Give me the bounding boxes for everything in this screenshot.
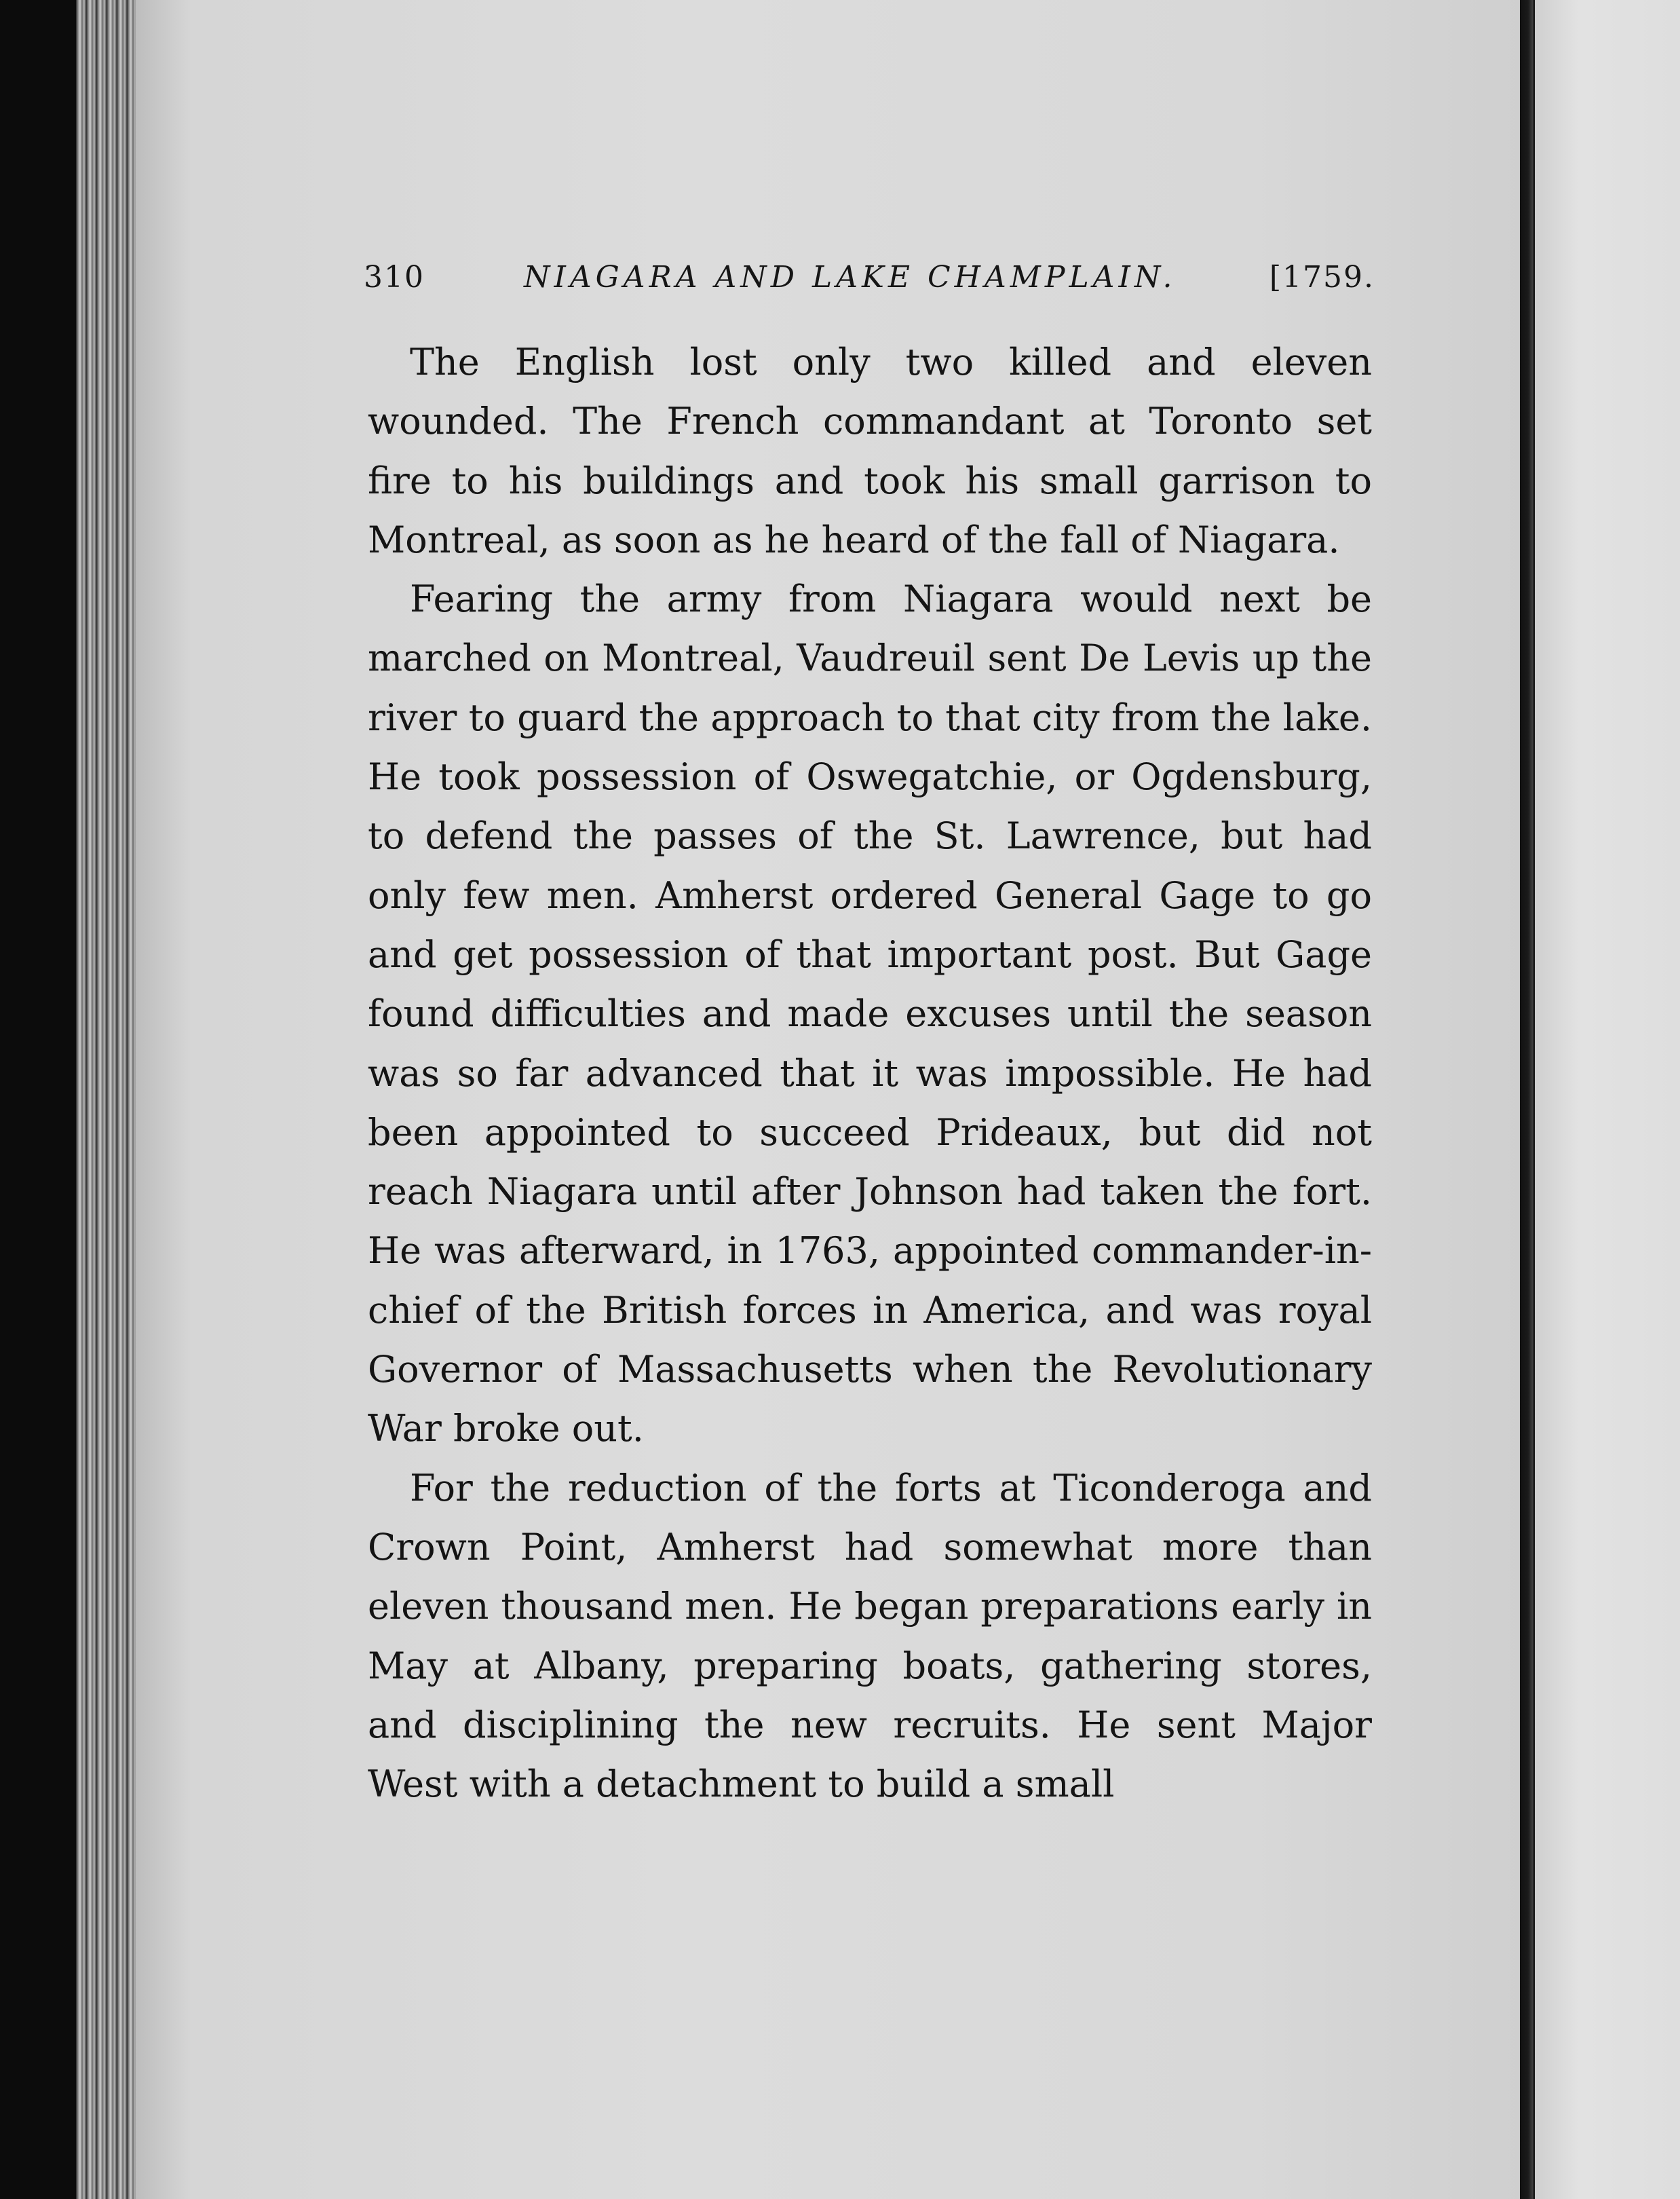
running-head [364, 260, 1375, 307]
page-edges [76, 0, 138, 2199]
body-text [368, 333, 1372, 1813]
paragraph: For the reduction of the forts at Ticonderoga and Crown Point, Amherst had somewhat more than eleven thousand men. He began preparations early in May at Albany, preparing boats, gathering stores, and disciplining the new recruits. He sent Major West with a detachment to build a small [368, 1466, 1372, 1806]
running-year: [1759. [1269, 260, 1375, 295]
running-title: NIAGARA AND LAKE CHAMPLAIN. [524, 260, 1177, 295]
paragraph: The English lost only two killed and eleven wounded. The French commandant at Toronto set fire to his buildings and took his small garrison to Montreal, as soon as he heard of the fall of Niagara. [368, 341, 1372, 561]
paragraph: Fearing the army from Niagara would next be marched on Montreal, Vaudreuil sent De Levis up the river to guard the approach to that city from the lake. He took possession of Oswegatchie, or Ogdensburg, to defend the passes of the St. Lawrence, but had only few men. Amherst ordered General Gage to go and get possession of that important post. But Gage found difficulties and made excuses until the season was so far advanced that it was impossible. He had been appointed to succeed Prideaux, but did not reach Niagara until after Johnson had taken the fort. He was afterward, in 1763, appointed commander-in-chief of the British forces in America, and was royal Governor of Massachusetts when the Revolutionary War broke out. [368, 578, 1372, 1450]
page-number: 310 [364, 260, 425, 295]
book-gutter [1520, 0, 1533, 2199]
facing-page [1535, 0, 1680, 2199]
